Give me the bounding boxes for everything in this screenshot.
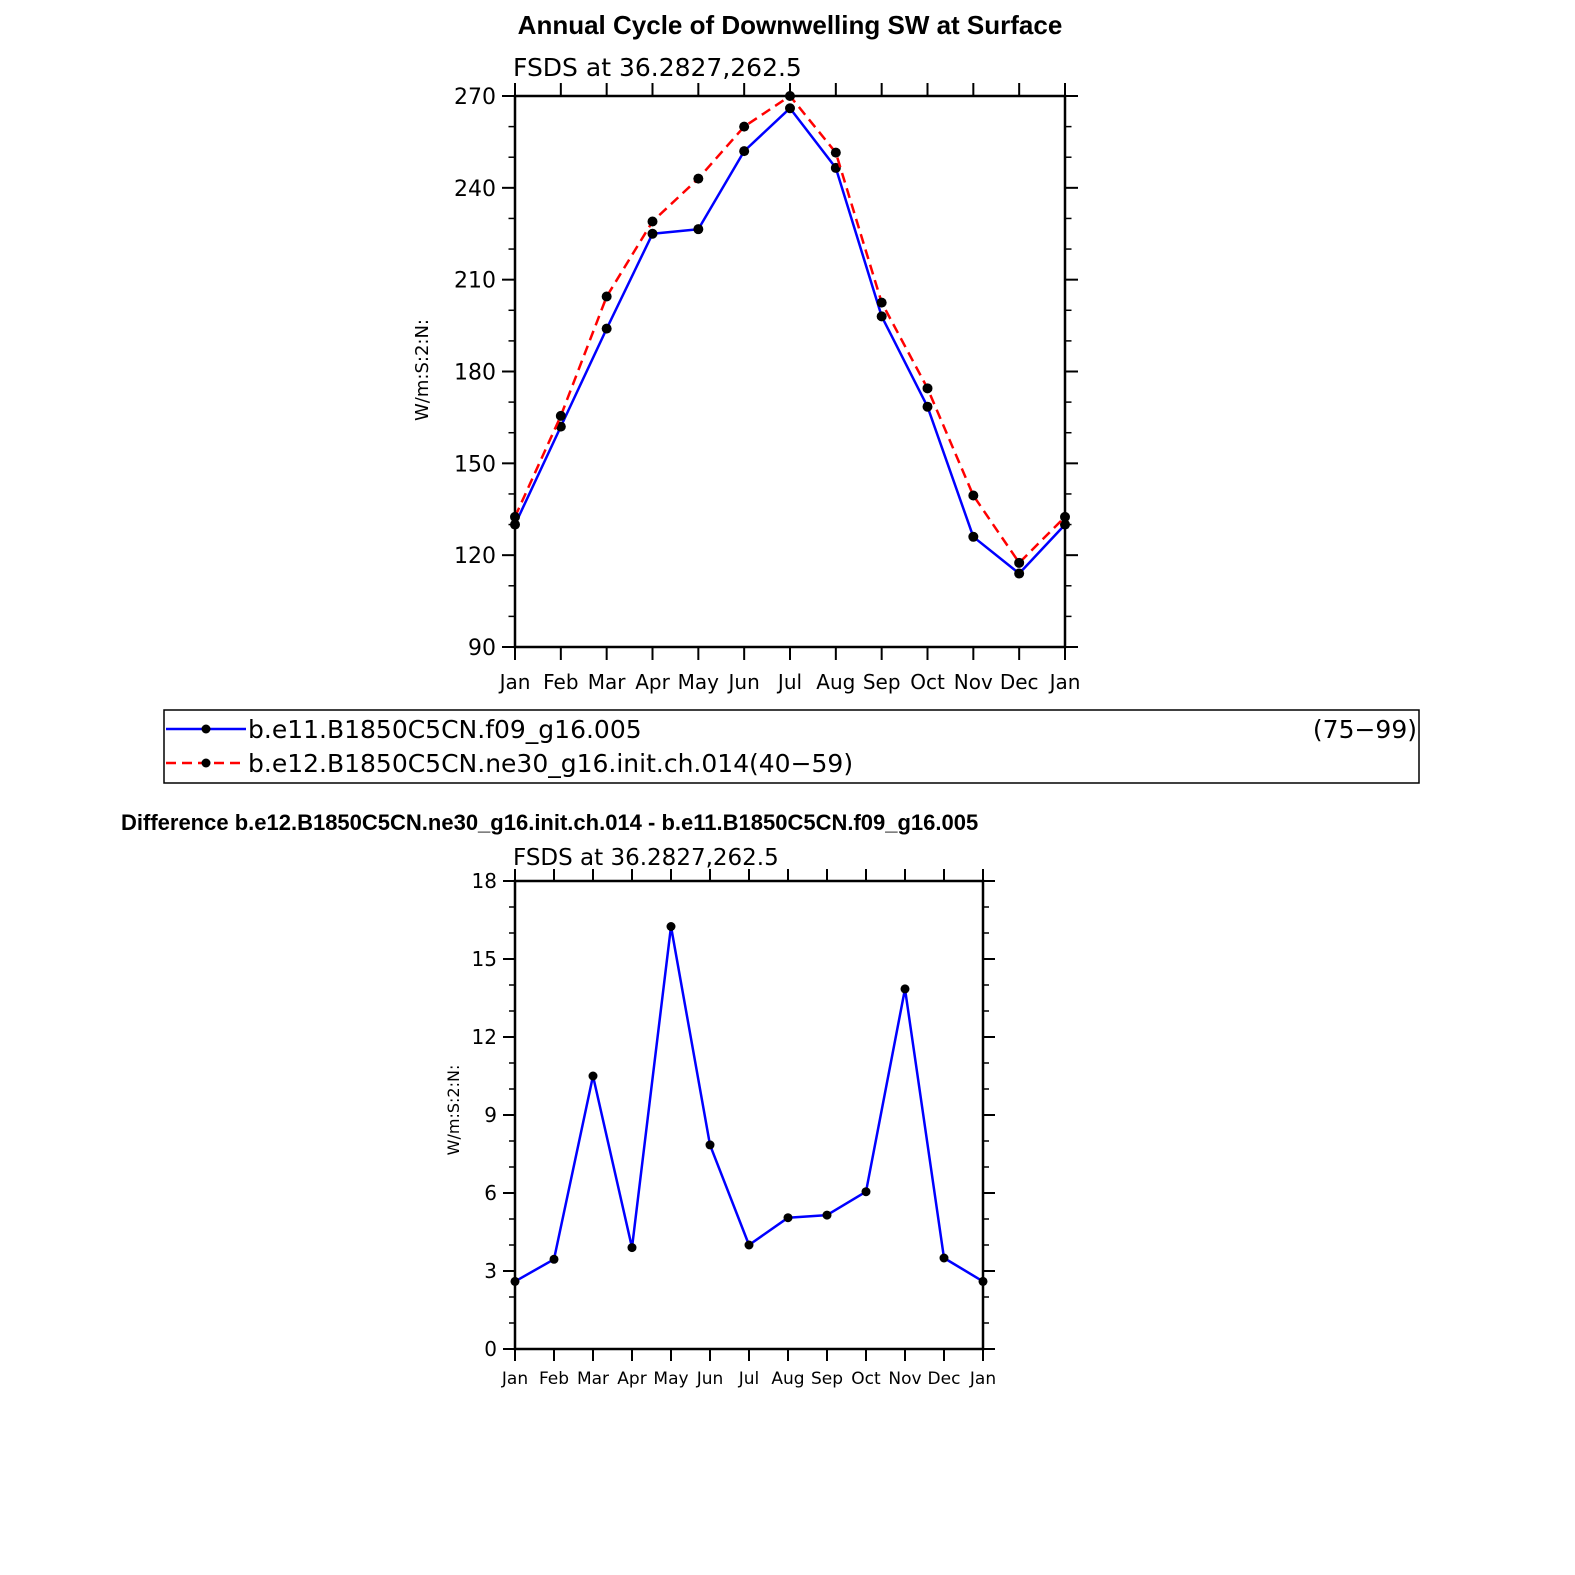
y-tick-label: 180 <box>454 360 496 386</box>
data-point-series-1 <box>784 1213 793 1222</box>
x-tick-label: Aug <box>771 1369 805 1389</box>
data-point-series-1 <box>785 103 795 113</box>
data-point-series-1 <box>706 1140 715 1149</box>
legend-years-series-1: (75−99) <box>1312 715 1417 744</box>
x-tick-label: Jan <box>501 1369 529 1389</box>
data-point-series-1 <box>589 1072 598 1081</box>
data-point-series-1 <box>823 1211 832 1220</box>
y-tick-label: 3 <box>484 1259 497 1284</box>
annual-cycle-chart <box>412 10 1080 694</box>
data-point-series-1 <box>745 1241 754 1250</box>
y-tick-label: 15 <box>471 947 497 972</box>
data-point-series-2 <box>648 217 658 227</box>
chart-title: Annual Cycle of Downwelling SW at Surface <box>517 10 1063 40</box>
legend-marker-series-1 <box>202 725 211 734</box>
data-point-series-1 <box>511 1277 520 1286</box>
y-tick-label: 120 <box>454 544 496 570</box>
x-tick-label: Dec <box>999 670 1039 694</box>
data-point-series-2 <box>693 174 703 184</box>
series-line-1 <box>515 108 1065 573</box>
data-point-series-1 <box>693 224 703 234</box>
data-point-series-2 <box>831 148 841 158</box>
legend-years-series-2: (40−59) <box>749 749 854 778</box>
data-point-series-1 <box>968 532 978 542</box>
data-point-series-2 <box>556 411 566 421</box>
y-tick-label: 90 <box>468 635 496 661</box>
x-tick-label: Dec <box>927 1369 961 1389</box>
data-point-series-2 <box>785 91 795 101</box>
x-tick-label: Nov <box>953 670 993 694</box>
x-tick-label: May <box>653 1369 689 1389</box>
x-tick-label: Jan <box>969 1369 997 1389</box>
plot-frame <box>515 96 1065 647</box>
y-tick-label: 12 <box>471 1025 497 1050</box>
x-tick-label: Jan <box>499 670 531 694</box>
x-tick-label: Apr <box>617 1369 647 1389</box>
legend-label-series-1: b.e11.B1850C5CN.f09_g16.005 <box>248 715 642 744</box>
legend-label-series-2: b.e12.B1850C5CN.ne30_g16.init.ch.014 <box>248 749 750 778</box>
y-tick-label: 0 <box>484 1337 497 1362</box>
legend <box>164 710 1419 783</box>
y-tick-label: 240 <box>454 176 496 202</box>
data-point-series-2 <box>1060 512 1070 522</box>
data-point-series-1 <box>1014 569 1024 579</box>
x-tick-label: Nov <box>888 1369 922 1389</box>
x-tick-label: Jul <box>777 670 803 694</box>
x-tick-label: Sep <box>862 670 901 694</box>
x-tick-label: Aug <box>816 670 856 694</box>
y-tick-label: 150 <box>454 452 496 478</box>
data-point-series-1 <box>979 1277 988 1286</box>
x-tick-label: Apr <box>635 670 670 694</box>
y-tick-label: 210 <box>454 268 496 294</box>
data-point-series-1 <box>940 1254 949 1263</box>
difference-subtitle: FSDS at 36.2827,262.5 <box>513 845 779 871</box>
x-tick-label: Jul <box>738 1369 760 1389</box>
x-tick-label: Jan <box>1049 670 1081 694</box>
difference-y-axis-label: W/m:S:2:N: <box>444 1064 463 1156</box>
data-point-series-1 <box>550 1255 559 1264</box>
data-point-series-2 <box>968 490 978 500</box>
data-point-series-2 <box>510 512 520 522</box>
data-point-series-1 <box>923 402 933 412</box>
data-point-series-2 <box>739 122 749 132</box>
data-point-series-1 <box>648 229 658 239</box>
x-tick-label: Mar <box>587 670 626 694</box>
data-point-series-2 <box>602 292 612 302</box>
data-point-series-2 <box>1014 558 1024 568</box>
x-tick-label: Jun <box>696 1369 724 1389</box>
x-tick-label: Feb <box>538 1369 570 1389</box>
legend-marker-series-2 <box>202 759 211 768</box>
y-tick-label: 6 <box>484 1181 497 1206</box>
data-point-series-1 <box>877 311 887 321</box>
x-tick-label: May <box>677 670 720 694</box>
data-point-series-2 <box>877 298 887 308</box>
x-tick-label: Sep <box>810 1369 844 1389</box>
x-tick-label: Mar <box>576 1369 610 1389</box>
data-point-series-1 <box>862 1187 871 1196</box>
data-point-series-1 <box>602 324 612 334</box>
data-point-series-2 <box>923 383 933 393</box>
data-point-series-1 <box>901 984 910 993</box>
difference-title: Difference b.e12.B1850C5CN.ne30_g16.init.ch.014 - b.e11.B1850C5CN.f09_g16.005 <box>121 810 979 835</box>
y-tick-label: 9 <box>484 1103 497 1128</box>
series-line-1 <box>515 927 983 1282</box>
x-tick-label: Feb <box>543 670 579 694</box>
data-point-series-1 <box>739 146 749 156</box>
difference-chart <box>121 810 996 1389</box>
x-tick-label: Oct <box>910 670 945 694</box>
x-tick-label: Oct <box>851 1369 881 1389</box>
series-line-2 <box>515 96 1065 563</box>
x-tick-label: Jun <box>728 670 760 694</box>
data-point-series-1 <box>628 1243 637 1252</box>
y-axis-label: W/m:S:2:N: <box>412 319 433 421</box>
y-tick-label: 270 <box>454 84 496 110</box>
chart-subtitle: FSDS at 36.2827,262.5 <box>513 53 802 82</box>
data-point-series-1 <box>667 922 676 931</box>
y-tick-label: 18 <box>471 869 497 894</box>
